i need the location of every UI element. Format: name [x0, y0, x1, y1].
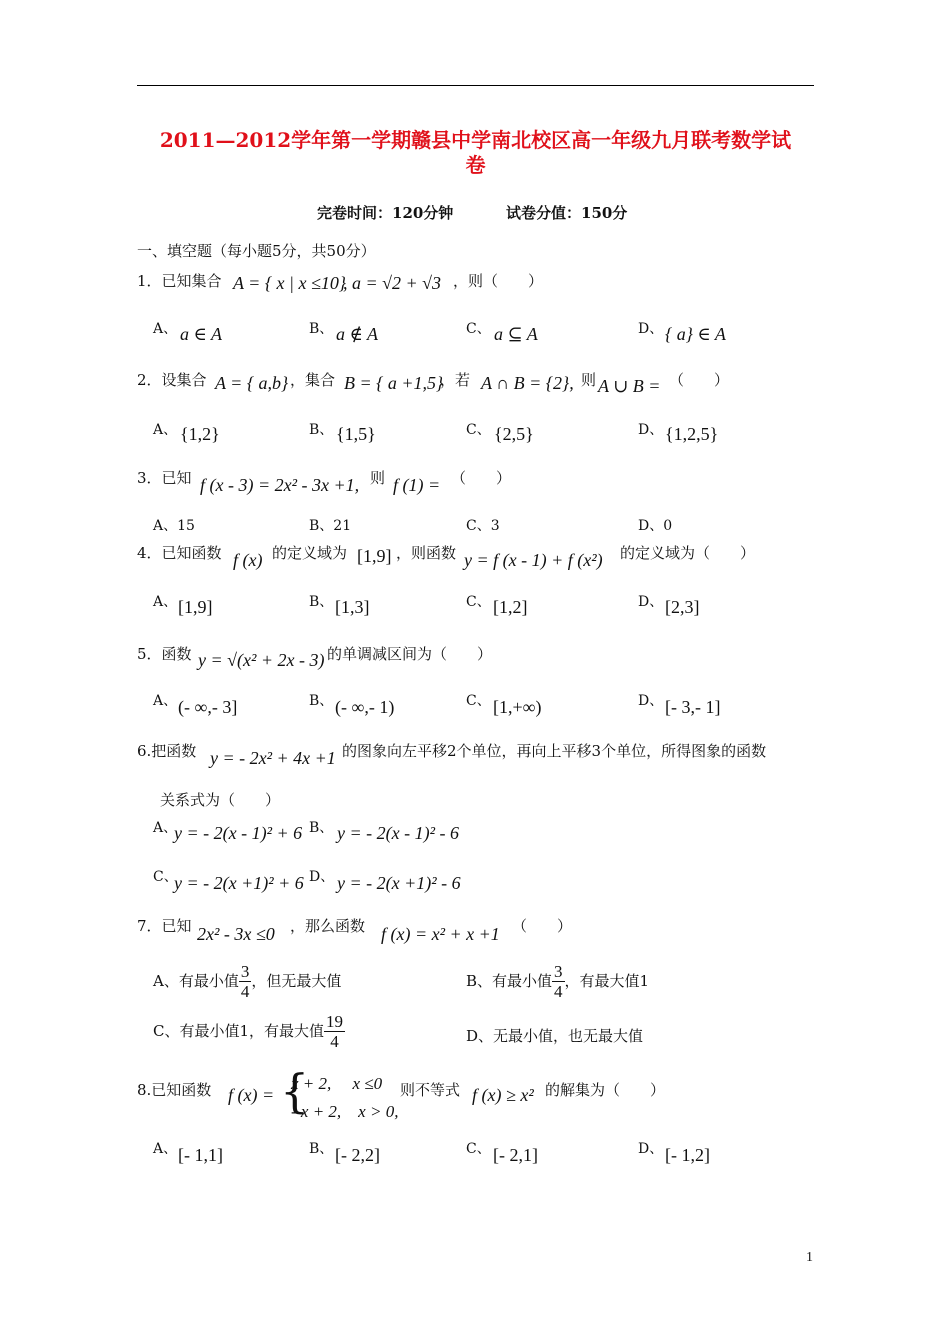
q2-option-a: {1,2}: [180, 424, 220, 444]
q7-condition: 2x² - 3x ≤0: [197, 924, 275, 944]
q2-mid3: 则: [581, 371, 597, 389]
q8-f: f (x) =: [228, 1085, 275, 1105]
q8-option-a-label: A、: [153, 1141, 178, 1157]
q6-expression: y = - 2x² + 4x +1: [210, 748, 336, 768]
q8-stem: 8.已知函数: [137, 1081, 212, 1099]
q7-option-a-fraction: [239, 962, 252, 1001]
q8-option-c: [- 2,1]: [493, 1145, 538, 1165]
q3-option-b: B、21: [309, 518, 352, 534]
q2-mid1: ，集合: [290, 371, 336, 389]
q3-option-a: A、15: [153, 518, 195, 534]
q5-option-c-label: C、: [466, 693, 491, 709]
q1-option-c-label: C、: [466, 321, 491, 337]
q6-stem: 6.把函数: [137, 742, 197, 760]
q2-set-b: B = { a +1,5}: [344, 373, 444, 393]
q8-case1: x + 2, x ≤0: [291, 1074, 383, 1093]
q3-ask: f (1) =: [393, 475, 441, 495]
q8-mid: 则不等式: [400, 1081, 461, 1099]
q3-mid: 则: [370, 469, 386, 487]
q1-option-d: { a} ∈ A: [665, 324, 726, 344]
q4-option-a-label: A、: [153, 594, 178, 610]
q5-option-b: (- ∞,- 1): [335, 697, 395, 717]
q2-option-c-label: C、: [466, 422, 491, 438]
q1-option-a-label: A、: [153, 321, 178, 337]
q5-option-b-label: B、: [309, 693, 334, 709]
q7-option-a-numerator: 3: [240, 962, 250, 981]
q2-stem: 2．设集合: [137, 371, 207, 389]
q7-option-c-numerator: 19: [326, 1012, 344, 1031]
q8-option-b-label: B、: [309, 1141, 334, 1157]
section-heading: 一、填空题（每小题5分，共50分）: [137, 242, 376, 260]
q7-option-c-prefix: C、有最小值1，有最大值: [153, 1022, 325, 1040]
q5-stem: 5．函数: [137, 645, 192, 663]
q4-mid2: ，则函数: [396, 544, 457, 562]
q7-option-a-denominator: 4: [240, 982, 250, 1001]
q8-tail: 的解集为（ ）: [545, 1081, 666, 1099]
exam-title-line2: 卷: [465, 153, 486, 177]
q2-option-a-label: A、: [153, 422, 178, 438]
q7-option-c-denominator: 4: [330, 1032, 339, 1051]
header-rule: [137, 85, 814, 86]
q8-option-b: [- 2,2]: [335, 1145, 380, 1165]
q8-option-c-label: C、: [466, 1141, 491, 1157]
exam-score: 试卷分值：150分: [506, 204, 628, 222]
q7-option-a-suffix: ，但无最大值: [251, 972, 342, 990]
q4-option-b: [1,3]: [335, 597, 370, 617]
q3-tail: （ ）: [451, 469, 512, 487]
q3-option-c: C、3: [466, 518, 500, 534]
q4-option-b-label: B、: [309, 594, 334, 610]
q7-option-c: [153, 1012, 345, 1051]
q4-mid1: 的定义域为: [272, 544, 348, 562]
q7-option-b-prefix: B、有最小值: [466, 972, 553, 990]
q2-tail: （ ）: [669, 371, 730, 389]
q1-option-b: a ∉ A: [336, 324, 378, 344]
q2-option-d-label: D、: [638, 422, 664, 438]
q5-option-d: [- 3,- 1]: [665, 697, 721, 717]
q5-option-c: [1,+∞): [493, 697, 542, 717]
q4-option-a: [1,9]: [178, 597, 213, 617]
q4-option-d: [2,3]: [665, 597, 700, 617]
q2-option-b: {1,5}: [336, 424, 376, 444]
q6-option-c-label: C、: [153, 869, 178, 885]
q3-expression: f (x - 3) = 2x² - 3x +1,: [200, 475, 360, 495]
q2-condition: A ∩ B = {2},: [481, 373, 574, 393]
q3-option-d: D、0: [638, 518, 673, 534]
q4-stem: 4．已知函数: [137, 544, 222, 562]
q6-option-c: y = - 2(x +1)² + 6: [174, 873, 304, 893]
q7-option-b: [466, 962, 649, 1001]
q2-union: A ∪ B =: [598, 376, 661, 396]
q1-tail: ，则（ ）: [453, 272, 544, 290]
q7-option-c-fraction: [324, 1012, 345, 1051]
q6-option-b: y = - 2(x - 1)² - 6: [337, 823, 459, 843]
q7-option-d: D、无最小值，也无最大值: [466, 1027, 644, 1045]
q6-tail: 的图象向左平移2个单位，再向上平移3个单位，所得图象的函数: [342, 742, 767, 760]
q5-option-d-label: D、: [638, 693, 664, 709]
q1-option-a: a ∈ A: [180, 324, 222, 344]
q8-option-d: [- 1,2]: [665, 1145, 710, 1165]
q1-option-c: a ⊆ A: [494, 324, 538, 344]
q6-option-a-label: A、: [153, 820, 178, 836]
q7-option-b-fraction: [552, 962, 565, 1001]
q2-option-d: {1,2,5}: [665, 424, 719, 444]
q7-tail: （ ）: [512, 917, 573, 935]
q4-option-c: [1,2]: [493, 597, 528, 617]
q4-f: f (x): [233, 550, 263, 570]
q4-function: y = f (x - 1) + f (x²): [464, 550, 603, 570]
q7-option-a-prefix: A、有最小值: [153, 972, 239, 990]
q7-option-b-numerator: 3: [554, 962, 563, 981]
q5-option-a: (- ∞,- 3]: [178, 697, 238, 717]
q7-option-b-suffix: ，有最大值1: [564, 972, 650, 990]
exam-title-line1: 2011—2012学年第一学期赣县中学南北校区高一年级九月联考数学试: [159, 128, 792, 152]
q2-option-b-label: B、: [309, 422, 334, 438]
q2-mid2: ，若: [440, 371, 471, 389]
q7-option-a: [153, 962, 341, 1001]
piecewise-brace: {: [280, 1064, 310, 1118]
q7-mid: ，那么函数: [290, 917, 366, 935]
q6-option-b-label: B、: [309, 820, 334, 836]
q4-option-c-label: C、: [466, 594, 491, 610]
q6-option-d: y = - 2(x +1)² - 6: [337, 873, 461, 893]
q7-option-b-denominator: 4: [554, 982, 563, 1001]
page-number: 1: [806, 1250, 813, 1265]
q4-tail: 的定义域为（ ）: [620, 544, 756, 562]
q5-expression: y = √(x² + 2x - 3): [198, 650, 325, 670]
q5-tail: 的单调减区间为（ ）: [327, 645, 493, 663]
q1-assign: , a = √2 + √3: [343, 273, 442, 293]
q4-option-d-label: D、: [638, 594, 664, 610]
q8-inequality: f (x) ≥ x²: [472, 1085, 534, 1105]
q2-option-c: {2,5}: [494, 424, 534, 444]
q8-option-d-label: D、: [638, 1141, 664, 1157]
q8-option-a: [- 1,1]: [178, 1145, 223, 1165]
q8-case2: - x + 2, x > 0,: [291, 1102, 399, 1121]
q3-stem: 3．已知: [137, 469, 192, 487]
q1-stem: 1．已知集合: [137, 272, 222, 290]
q6-option-d-label: D、: [309, 869, 335, 885]
q1-set: A = { x | x ≤10}: [233, 273, 347, 293]
q6-line2: 关系式为（ ）: [160, 791, 281, 809]
q7-function: f (x) = x² + x +1: [381, 924, 500, 944]
q4-domain: [1,9]: [357, 546, 392, 566]
q1-option-b-label: B、: [309, 321, 334, 337]
q5-option-a-label: A、: [153, 693, 178, 709]
q2-set-a: A = { a,b}: [215, 373, 289, 393]
q6-option-a: y = - 2(x - 1)² + 6: [174, 823, 303, 843]
exam-time: 完卷时间：120分钟: [317, 204, 454, 222]
q7-stem: 7．已知: [137, 917, 192, 935]
q1-option-d-label: D、: [638, 321, 664, 337]
